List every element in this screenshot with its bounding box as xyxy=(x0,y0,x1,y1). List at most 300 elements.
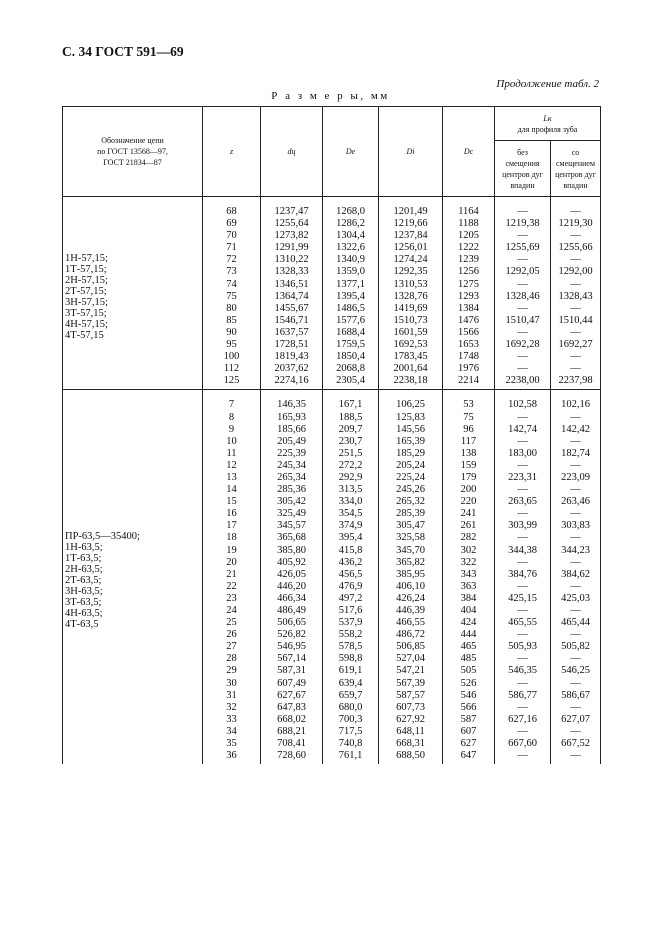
flank-diameter-cell: 138 xyxy=(460,447,477,459)
pitch-diameter-cell: 325,49 xyxy=(277,508,306,520)
flank-diameter-cell: 363 xyxy=(460,580,477,592)
chain-designation: 3Т-63,5; xyxy=(65,597,102,609)
outer-diameter-column xyxy=(323,204,379,390)
outer-diameter-column xyxy=(323,397,379,764)
L-no-shift-cell: — xyxy=(517,653,528,665)
L-no-shift-cell: 1219,38 xyxy=(505,218,540,230)
flank-diameter-cell: 1653 xyxy=(458,339,479,351)
chain-group-row xyxy=(63,397,601,764)
flank-diameter-cell: 53 xyxy=(463,399,474,411)
L-no-shift-cell: — xyxy=(517,326,528,338)
z-cell: 11 xyxy=(226,447,237,459)
outer-diameter-cell: 761,1 xyxy=(338,750,363,762)
flank-diameter-cell: 1239 xyxy=(458,254,479,266)
flank-diameter-cell: 526 xyxy=(460,677,477,689)
L-no-shift-cell: 142,74 xyxy=(508,423,537,435)
root-diameter-cell: 145,56 xyxy=(396,423,425,435)
z-cell: 34 xyxy=(226,725,237,737)
flank-diameter-cell: 117 xyxy=(460,435,477,447)
dimensions-caption: Р а з м е р ы, мм xyxy=(271,90,390,102)
chain-designation: 2Т-57,15; xyxy=(65,285,107,297)
chain-designation: 4Н-63,5; xyxy=(65,608,103,620)
z-cell: 69 xyxy=(226,218,237,230)
root-diameter-cell: 245,26 xyxy=(396,484,425,496)
outer-diameter-cell: 209,7 xyxy=(338,423,363,435)
root-diameter-cell: 1419,69 xyxy=(393,302,428,314)
L-no-shift-cell: — xyxy=(517,556,528,568)
flank-diameter-cell: 1384 xyxy=(458,302,479,314)
z-cell: 32 xyxy=(226,701,237,713)
L-no-shift-cell: — xyxy=(517,411,528,423)
pitch-diameter-cell: 265,34 xyxy=(277,471,306,483)
pitch-diameter-cell: 146,35 xyxy=(277,399,306,411)
pitch-diameter-cell: 1291,99 xyxy=(274,242,309,254)
z-cell: 33 xyxy=(226,713,237,725)
L-no-shift-cell: — xyxy=(517,254,528,266)
pitch-diameter-cell: 245,34 xyxy=(277,459,306,471)
root-diameter-cell: 1219,66 xyxy=(393,218,428,230)
L-with-shift-cell: 1219,30 xyxy=(558,218,593,230)
outer-diameter-cell: 230,7 xyxy=(338,435,363,447)
L-with-shift-cell: 142,42 xyxy=(561,423,590,435)
L-with-shift-cell: 384,62 xyxy=(561,568,590,580)
chain-designation-cell xyxy=(63,397,203,764)
designation-header-line: Обозначение цепи xyxy=(101,136,164,145)
pitch-diameter-cell: 728,60 xyxy=(277,750,306,762)
group-spacer-row xyxy=(63,197,601,205)
z-column xyxy=(203,397,261,764)
L-no-shift-cell: 505,93 xyxy=(508,641,537,653)
pitch-diameter-cell: 1255,64 xyxy=(274,218,309,230)
L-no-shift-cell: 465,55 xyxy=(508,617,537,629)
outer-diameter-cell: 272,2 xyxy=(338,459,363,471)
page-header: С. 34 ГОСТ 591—69 xyxy=(62,44,184,59)
chain-designation: 1Н-63,5; xyxy=(65,542,103,554)
flank-diameter-column xyxy=(443,204,495,390)
z-cell: 22 xyxy=(226,580,237,592)
root-diameter-cell: 1256,01 xyxy=(393,242,428,254)
root-diameter-cell: 2238,18 xyxy=(393,375,428,387)
root-diameter-cell: 205,24 xyxy=(396,459,425,471)
flank-diameter-cell: 566 xyxy=(460,701,477,713)
pitch-diameter-cell: 1728,51 xyxy=(274,339,309,351)
Di-header: Di xyxy=(379,107,443,197)
L-no-shift-cell: — xyxy=(517,677,528,689)
flank-diameter-cell: 261 xyxy=(460,520,477,532)
z-column xyxy=(203,204,261,390)
L-with-shift-cell: — xyxy=(570,677,581,689)
outer-diameter-cell: 1759,5 xyxy=(336,339,365,351)
z-cell: 80 xyxy=(226,302,237,314)
z-cell: 18 xyxy=(226,532,237,544)
pitch-diameter-cell: 708,41 xyxy=(277,738,306,750)
outer-diameter-cell: 639,4 xyxy=(338,677,363,689)
pitch-diameter-cell: 165,93 xyxy=(277,411,306,423)
chain-designation: 1Т-63,5; xyxy=(65,553,102,565)
flank-diameter-cell: 343 xyxy=(460,568,477,580)
L-no-shift-cell: 1510,47 xyxy=(505,314,540,326)
root-diameter-cell: 1310,53 xyxy=(393,278,428,290)
flank-diameter-cell: 1476 xyxy=(458,314,479,326)
flank-diameter-cell: 546 xyxy=(460,689,477,701)
L-no-shift-cell: — xyxy=(517,750,528,762)
d-header: dц xyxy=(261,107,323,197)
root-diameter-cell: 265,32 xyxy=(396,496,425,508)
outer-diameter-cell: 415,8 xyxy=(338,544,363,556)
outer-diameter-cell: 2068,8 xyxy=(336,363,365,375)
z-cell: 15 xyxy=(226,496,237,508)
L-with-shift-cell: — xyxy=(570,605,581,616)
outer-diameter-cell: 1688,4 xyxy=(336,326,365,338)
z-cell: 13 xyxy=(226,471,237,483)
z-cell: 7 xyxy=(228,399,235,411)
L-with-shift-cell: 586,67 xyxy=(561,689,590,701)
outer-diameter-cell: 1322,6 xyxy=(336,242,365,254)
outer-diameter-cell: 354,5 xyxy=(338,508,363,520)
root-diameter-cell: 607,73 xyxy=(396,701,425,713)
L-with-shift-cell: — xyxy=(570,484,581,496)
L-with-shift-column xyxy=(551,204,601,390)
pitch-diameter-cell: 627,67 xyxy=(277,689,306,701)
pitch-diameter-cell: 607,49 xyxy=(277,677,306,689)
chain-designation: 3Н-63,5; xyxy=(65,586,103,598)
L-no-shift-column xyxy=(495,397,551,764)
L-with-shift-cell: 344,23 xyxy=(561,544,590,556)
outer-diameter-cell: 334,0 xyxy=(338,496,363,508)
L-no-shift-column xyxy=(495,204,551,390)
outer-diameter-cell: 1304,4 xyxy=(336,230,365,242)
root-diameter-cell: 406,10 xyxy=(396,580,425,592)
flank-diameter-cell: 1205 xyxy=(458,230,479,242)
pitch-diameter-column xyxy=(261,397,323,764)
L-with-shift-cell: — xyxy=(570,750,581,762)
L-with-shift-cell: 1292,00 xyxy=(558,266,593,278)
z-cell: 36 xyxy=(226,750,237,762)
root-diameter-cell: 466,55 xyxy=(396,617,425,629)
root-diameter-cell: 648,11 xyxy=(396,725,425,737)
flank-diameter-cell: 505 xyxy=(460,665,477,677)
outer-diameter-cell: 1340,9 xyxy=(336,254,365,266)
L-no-shift-cell: 223,31 xyxy=(508,471,537,483)
outer-diameter-cell: 1577,6 xyxy=(336,314,365,326)
root-diameter-cell: 1692,53 xyxy=(393,339,428,351)
pitch-diameter-cell: 345,57 xyxy=(277,520,306,532)
pitch-diameter-cell: 1237,47 xyxy=(274,206,309,217)
z-cell: 75 xyxy=(226,290,237,302)
L-with-shift-cell: 667,52 xyxy=(561,738,590,750)
z-cell: 12 xyxy=(226,459,237,471)
root-diameter-cell: 106,25 xyxy=(396,399,425,411)
outer-diameter-cell: 1850,4 xyxy=(336,351,365,363)
outer-diameter-cell: 456,5 xyxy=(338,568,363,580)
L-with-shift-cell: 263,46 xyxy=(561,496,590,508)
z-cell: 29 xyxy=(226,665,237,677)
flank-diameter-cell: 282 xyxy=(460,532,477,544)
z-cell: 8 xyxy=(228,411,235,423)
pitch-diameter-cell: 2037,62 xyxy=(274,363,309,375)
flank-diameter-cell: 404 xyxy=(460,605,477,616)
L-with-shift-cell: — xyxy=(570,230,581,242)
L-with-shift-cell: — xyxy=(570,508,581,520)
L-no-shift-cell: — xyxy=(517,206,528,217)
L-no-shift-cell: — xyxy=(517,508,528,520)
chain-designation: 1Т-57,15; xyxy=(65,263,107,275)
L-no-shift-cell: 627,16 xyxy=(508,713,537,725)
z-cell: 20 xyxy=(226,556,237,568)
L-no-shift-cell: — xyxy=(517,629,528,641)
root-diameter-cell: 1601,59 xyxy=(393,326,428,338)
pitch-diameter-cell: 185,66 xyxy=(277,423,306,435)
root-diameter-cell: 527,04 xyxy=(396,653,425,665)
L-with-shift-cell: — xyxy=(570,725,581,737)
L-no-shift-cell: 183,00 xyxy=(508,447,537,459)
L-subtitle: для профиля зуба xyxy=(517,124,578,134)
outer-diameter-cell: 558,2 xyxy=(338,629,363,641)
pitch-diameter-cell: 365,68 xyxy=(277,532,306,544)
outer-diameter-cell: 740,8 xyxy=(338,738,363,750)
outer-diameter-cell: 395,4 xyxy=(338,532,363,544)
flank-diameter-cell: 241 xyxy=(460,508,477,520)
flank-diameter-cell: 1566 xyxy=(458,326,479,338)
L-no-shift-cell: 384,76 xyxy=(508,568,537,580)
outer-diameter-cell: 374,9 xyxy=(338,520,363,532)
designation-header-line: по ГОСТ 13568—97, xyxy=(97,147,168,156)
outer-diameter-cell: 1268,0 xyxy=(336,206,365,217)
outer-diameter-cell: 2305,4 xyxy=(336,375,365,387)
L-with-shift-cell: 303,83 xyxy=(561,520,590,532)
pitch-diameter-cell: 1273,82 xyxy=(274,230,309,242)
with-shift-header-line: впадин xyxy=(563,180,588,190)
table-head xyxy=(63,107,601,197)
L-no-shift-cell: 344,38 xyxy=(508,544,537,556)
root-diameter-cell: 1201,49 xyxy=(393,206,428,217)
root-diameter-cell: 165,39 xyxy=(396,435,425,447)
L-with-shift-cell: — xyxy=(570,254,581,266)
L-with-shift-cell: — xyxy=(570,326,581,338)
root-diameter-cell: 325,58 xyxy=(396,532,425,544)
root-diameter-cell: 587,57 xyxy=(396,689,425,701)
root-diameter-cell: 1328,76 xyxy=(393,290,428,302)
flank-diameter-cell: 200 xyxy=(460,484,477,496)
L-no-shift-cell: — xyxy=(517,725,528,737)
root-diameter-column xyxy=(379,397,443,764)
flank-diameter-cell: 627 xyxy=(460,738,477,750)
pitch-diameter-cell: 526,82 xyxy=(277,629,306,641)
L-with-shift-cell: 1255,66 xyxy=(558,242,593,254)
no-shift-header xyxy=(495,141,551,197)
with-shift-header-line: смещением xyxy=(555,158,596,168)
L-no-shift-cell: — xyxy=(517,701,528,713)
outer-diameter-cell: 476,9 xyxy=(338,580,363,592)
L-with-shift-column xyxy=(551,397,601,764)
z-cell: 68 xyxy=(226,206,237,217)
flank-diameter-cell: 485 xyxy=(460,653,477,665)
De-header: De xyxy=(323,107,379,197)
z-cell: 24 xyxy=(226,605,237,616)
pitch-diameter-cell: 1637,57 xyxy=(274,326,309,338)
root-diameter-cell: 567,39 xyxy=(396,677,425,689)
outer-diameter-cell: 537,9 xyxy=(338,617,363,629)
flank-diameter-cell: 1275 xyxy=(458,278,479,290)
sprocket-dimensions-table xyxy=(62,106,601,764)
outer-diameter-cell: 251,5 xyxy=(338,447,363,459)
outer-diameter-cell: 659,7 xyxy=(338,689,363,701)
pitch-diameter-cell: 668,02 xyxy=(277,713,306,725)
L-no-shift-cell: 1292,05 xyxy=(505,266,540,278)
L-no-shift-cell: — xyxy=(517,278,528,290)
flank-diameter-cell: 302 xyxy=(460,544,477,556)
pitch-diameter-cell: 1364,74 xyxy=(274,290,309,302)
L-no-shift-cell: — xyxy=(517,459,528,471)
outer-diameter-cell: 1377,1 xyxy=(336,278,365,290)
L-no-shift-cell: — xyxy=(517,580,528,592)
chain-designation: ПР-63,5—35400; xyxy=(65,531,140,543)
chain-designation: 4Т-63,5 xyxy=(65,619,99,631)
L-with-shift-cell: — xyxy=(570,411,581,423)
chain-designation: 4Н-57,15; xyxy=(65,318,108,330)
z-cell: 31 xyxy=(226,689,237,701)
L-with-shift-cell: — xyxy=(570,701,581,713)
z-cell: 30 xyxy=(226,677,237,689)
with-shift-header xyxy=(551,141,601,197)
z-cell: 27 xyxy=(226,641,237,653)
flank-diameter-cell: 647 xyxy=(460,750,477,762)
flank-diameter-cell: 1188 xyxy=(458,218,479,230)
root-diameter-cell: 285,39 xyxy=(396,508,425,520)
L-no-shift-cell: — xyxy=(517,351,528,363)
z-cell: 125 xyxy=(223,375,240,387)
flank-diameter-cell: 220 xyxy=(460,496,477,508)
outer-diameter-cell: 717,5 xyxy=(338,725,363,737)
pitch-diameter-cell: 546,95 xyxy=(277,641,306,653)
pitch-diameter-cell: 426,05 xyxy=(277,568,306,580)
outer-diameter-cell: 167,1 xyxy=(338,399,363,411)
L-with-shift-cell: 1328,43 xyxy=(558,290,593,302)
flank-diameter-cell: 179 xyxy=(460,471,477,483)
pitch-diameter-cell: 688,21 xyxy=(277,725,306,737)
table-continuation-note: Продолжение табл. 2 xyxy=(496,78,599,90)
root-diameter-cell: 426,24 xyxy=(396,592,425,604)
chain-designation: 2Н-63,5; xyxy=(65,564,103,576)
L-with-shift-cell: 505,82 xyxy=(561,641,590,653)
L-with-shift-cell: 627,07 xyxy=(561,713,590,725)
pitch-diameter-column xyxy=(261,204,323,390)
pitch-diameter-cell: 466,34 xyxy=(277,592,306,604)
Dc-header: Dc xyxy=(443,107,495,197)
pitch-diameter-cell: 285,36 xyxy=(277,484,306,496)
z-cell: 73 xyxy=(226,266,237,278)
root-diameter-cell: 365,82 xyxy=(396,556,425,568)
L-no-shift-cell: 667,60 xyxy=(508,738,537,750)
chain-designation: 2Т-63,5; xyxy=(65,575,102,587)
L-no-shift-cell: 1328,46 xyxy=(505,290,540,302)
pitch-diameter-cell: 205,49 xyxy=(277,435,306,447)
root-diameter-cell: 2001,64 xyxy=(393,363,428,375)
flank-diameter-cell: 1164 xyxy=(458,206,479,217)
z-cell: 25 xyxy=(226,617,237,629)
pitch-diameter-cell: 225,39 xyxy=(277,447,306,459)
L-no-shift-cell: 2238,00 xyxy=(505,375,540,387)
z-cell: 9 xyxy=(228,423,235,435)
root-diameter-cell: 1292,35 xyxy=(393,266,428,278)
L-no-shift-cell: 425,15 xyxy=(508,592,537,604)
root-diameter-cell: 1783,45 xyxy=(393,351,428,363)
L-symbol: Lк xyxy=(543,113,552,123)
z-cell: 14 xyxy=(226,484,237,496)
pitch-diameter-cell: 385,80 xyxy=(277,544,306,556)
L-no-shift-cell: — xyxy=(517,302,528,314)
root-diameter-cell: 185,29 xyxy=(396,447,425,459)
L-no-shift-cell: 586,77 xyxy=(508,689,537,701)
z-cell: 70 xyxy=(226,230,237,242)
flank-diameter-cell: 424 xyxy=(460,617,477,629)
designation-header-line: ГОСТ 21834—87 xyxy=(103,158,162,167)
z-cell: 17 xyxy=(226,520,237,532)
L-no-shift-cell: — xyxy=(517,484,528,496)
root-diameter-cell: 385,95 xyxy=(396,568,425,580)
with-shift-header-line: со xyxy=(571,147,580,157)
outer-diameter-cell: 497,2 xyxy=(338,592,363,604)
L-with-shift-cell: — xyxy=(570,459,581,471)
z-cell: 72 xyxy=(226,254,237,266)
flank-diameter-cell: 1256 xyxy=(458,266,479,278)
pitch-diameter-cell: 647,83 xyxy=(277,701,306,713)
flank-diameter-cell: 465 xyxy=(460,641,477,653)
root-diameter-cell: 547,21 xyxy=(396,665,425,677)
root-diameter-cell: 486,72 xyxy=(396,629,425,641)
L-with-shift-cell: — xyxy=(570,580,581,592)
pitch-diameter-cell: 1346,51 xyxy=(274,278,309,290)
chain-designation: 3Т-57,15; xyxy=(65,307,107,319)
outer-diameter-cell: 700,3 xyxy=(338,713,363,725)
outer-diameter-cell: 619,1 xyxy=(338,665,363,677)
L-no-shift-cell: — xyxy=(517,605,528,616)
no-shift-header-line: центров дуг xyxy=(502,169,543,179)
root-diameter-cell: 125,83 xyxy=(396,411,425,423)
z-cell: 71 xyxy=(226,242,237,254)
chain-designation: 3Н-57,15; xyxy=(65,296,108,308)
outer-diameter-cell: 598,8 xyxy=(338,653,363,665)
L-no-shift-cell: — xyxy=(517,230,528,242)
L-no-shift-cell: 303,99 xyxy=(508,520,537,532)
L-with-shift-cell: — xyxy=(570,363,581,375)
pitch-diameter-cell: 1546,71 xyxy=(274,314,309,326)
outer-diameter-cell: 517,6 xyxy=(338,605,363,616)
flank-diameter-cell: 1748 xyxy=(458,351,479,363)
z-cell: 74 xyxy=(226,278,237,290)
pitch-diameter-cell: 1328,33 xyxy=(274,266,309,278)
outer-diameter-cell: 188,5 xyxy=(338,411,363,423)
with-shift-header-line: центров дуг xyxy=(555,169,596,179)
flank-diameter-cell: 2214 xyxy=(458,375,479,387)
flank-diameter-column xyxy=(443,397,495,764)
z-cell: 19 xyxy=(226,544,237,556)
flank-diameter-cell: 159 xyxy=(460,459,477,471)
L-with-shift-cell: — xyxy=(570,302,581,314)
pitch-diameter-cell: 446,20 xyxy=(277,580,306,592)
L-no-shift-cell: — xyxy=(517,532,528,544)
z-cell: 85 xyxy=(226,314,237,326)
L-no-shift-cell: 1692,28 xyxy=(505,339,540,351)
outer-diameter-cell: 292,9 xyxy=(338,471,363,483)
L-with-shift-cell: — xyxy=(570,206,581,217)
pitch-diameter-cell: 567,14 xyxy=(277,653,306,665)
chain-group-row xyxy=(63,204,601,390)
L-with-shift-cell: 223,09 xyxy=(561,471,590,483)
no-shift-header-line: смещения xyxy=(505,158,540,168)
L-with-shift-cell: — xyxy=(570,435,581,447)
L-with-shift-cell: 2237,98 xyxy=(558,375,593,387)
